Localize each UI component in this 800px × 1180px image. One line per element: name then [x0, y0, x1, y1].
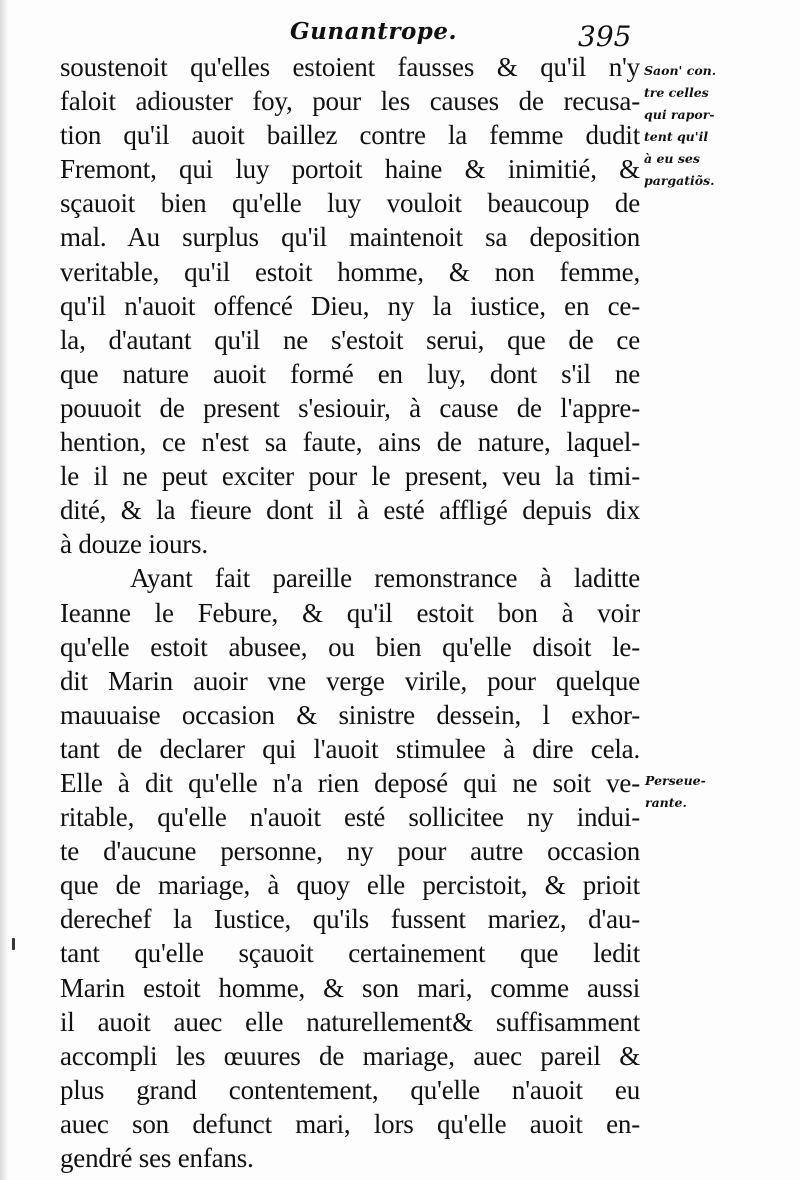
text-line: tant qu'elle sçauoit certainement que ledit — [60, 938, 640, 969]
marginal-note-line: Perseue- — [645, 773, 706, 788]
text-line: Ayant fait pareille remonstrance à laditte — [130, 563, 640, 594]
text-line: te d'aucune personne, ny pour autre occasion — [60, 836, 640, 867]
marginal-note-line: rante. — [645, 795, 687, 810]
marginal-note-line: Saon' con. — [644, 63, 717, 78]
text-line: auec son defunct mari, lors qu'elle auoit en- — [60, 1108, 640, 1139]
text-line: faloit adiouster foy, pour les causes de recusa- — [60, 86, 640, 117]
text-line: Ieanne le Febure, & qu'il estoit bon à voir — [60, 597, 640, 628]
page-gutter-shadow — [0, 0, 8, 1180]
text-line: hention, ce n'est sa faute, ains de nature, laquel- — [60, 427, 640, 458]
marginal-note — [645, 770, 706, 814]
text-line: il auoit auec elle naturellement& suffisamment — [60, 1006, 640, 1037]
text-line: veritable, qu'il estoit homme, & non femme, — [60, 256, 640, 287]
text-line: dité, & la fieure dont il à esté affligé depuis dix — [60, 495, 640, 526]
text-line: que nature auoit formé en luy, dont s'il ne — [60, 358, 640, 389]
text-line: la, d'autant qu'il ne s'estoit serui, que de ce — [60, 324, 640, 355]
text-line: qu'elle estoit abusee, ou bien qu'elle disoit le- — [60, 631, 640, 662]
text-line: le il ne peut exciter pour le present, veu la timi- — [60, 461, 640, 492]
text-line: ritable, qu'elle n'auoit esté sollicitee ny indui- — [60, 802, 640, 833]
body-text — [60, 50, 640, 1175]
text-line: accompli les œuures de mariage, auec pareil & — [60, 1040, 640, 1071]
text-line: que de mariage, à quoy elle percistoit, & prioit — [60, 870, 640, 901]
marginal-note — [644, 60, 716, 192]
text-line: tant de declarer qui l'auoit stimulee à dire cela. — [60, 733, 640, 764]
marginal-note-line: tre celles — [644, 85, 709, 100]
text-line: derechef la Iustice, qu'ils fussent mariez, d'au- — [60, 904, 640, 935]
text-line: plus grand contentement, qu'elle n'auoit eu — [60, 1074, 640, 1105]
ink-speck — [12, 938, 15, 950]
running-head: Gunantrope. — [290, 18, 458, 45]
page-number: 395 — [578, 20, 632, 53]
text-line: dit Marin auoir vne verge virile, pour quelque — [60, 665, 640, 696]
text-line: tion qu'il auoit baillez contre la femme dudit — [60, 120, 640, 151]
marginal-note-line: qui rapor- — [644, 107, 715, 122]
text-line: pouuoit de present s'esiouir, à cause de l'appre- — [60, 392, 640, 423]
marginal-note-line: à eu ses — [644, 151, 700, 166]
text-line: gendré ses enfans. — [60, 1143, 254, 1173]
text-line: Fremont, qui luy portoit haine & inimitié, & — [60, 154, 640, 185]
text-line: soustenoit qu'elles estoient fausses & qu'il n'y — [60, 52, 640, 82]
text-line: Marin estoit homme, & son mari, comme aussi — [60, 972, 640, 1003]
marginal-note-line: tent qu'il — [644, 129, 709, 144]
marginal-note-line: pargatiõs. — [644, 173, 715, 188]
text-line: à douze iours. — [60, 529, 208, 560]
text-line: qu'il n'auoit offencé Dieu, ny la iustice, en ce- — [60, 290, 640, 321]
text-line: mal. Au surplus qu'il maintenoit sa deposition — [60, 222, 640, 253]
text-line: sçauoit bien qu'elle luy vouloit beaucoup de — [60, 188, 640, 219]
text-line: Elle à dit qu'elle n'a rien deposé qui ne soit ve- — [60, 767, 640, 798]
text-line: mauuaise occasion & sinistre dessein, l exhor- — [60, 699, 640, 730]
